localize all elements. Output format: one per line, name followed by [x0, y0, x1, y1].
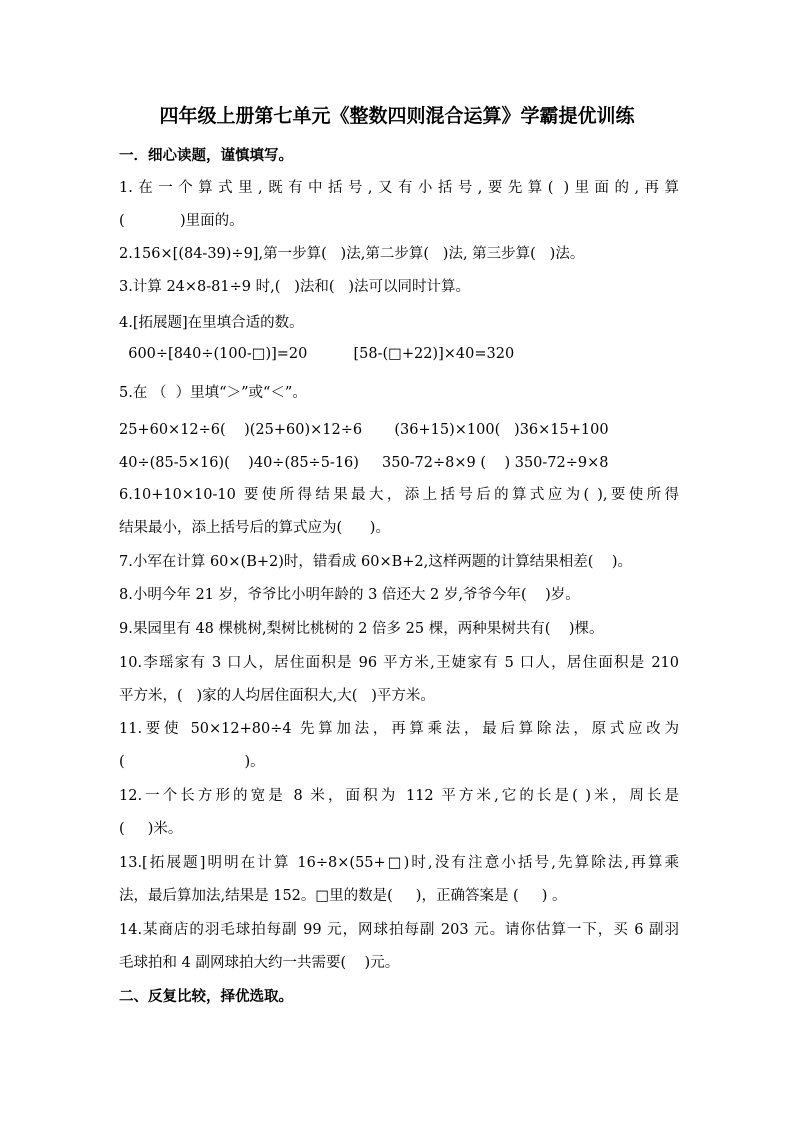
question-9: 9.果园里有 48 棵桃树,梨树比桃树的 2 倍多 25 棵，两种果树共有( )棵。 [119, 621, 604, 637]
question-3: 3.计算 24×8-81÷9 时,( )法和( )法可以同时计算。 [119, 279, 470, 295]
question-7: 7.小军在计算 60×(B+2)时，错看成 60×B+2,这样两题的计算结果相差( )。 [119, 554, 632, 570]
section-2-heading: 二、反复比较，择优选取。 [119, 989, 293, 1005]
question-1-line-2: ( )里面的。 [119, 213, 244, 229]
question-4-equations: 600÷[840÷(100-□)]=20 [58-(□+22)]×40=320 [119, 346, 515, 362]
question-5-compare-row-2: 40÷(85-5×16)( )40÷(85÷5-16) 350-72÷8×9 ( ) 350-72÷9×8 [119, 455, 609, 471]
question-11-line-1: 11.要使 50×12+80÷4 先算加法，再算乘法，最后算除法，原式应改为 [119, 721, 679, 737]
question-10-line-2: 平方米，( )家的人均居住面积大,大( )平方米。 [119, 688, 435, 704]
question-6-line-1: 6.10+10×10-10 要使所得结果最大，添上括号后的算式应为( ),要使所得 [119, 487, 679, 503]
question-1-line-1: 1.在一个算式里,既有中括号,又有小括号,要先算( )里面的,再算 [119, 180, 679, 196]
question-10-line-1: 10.李瑶家有 3 口人，居住面积是 96 平方米,王婕家有 5 口人，居住面积是 210 [119, 655, 679, 671]
page-title: 四年级上册第七单元《整数四则混合运算》学霸提优训练 [159, 105, 635, 127]
question-12-line-1: 12.一个长方形的宽是 8 米，面积为 112 平方米,它的长是( )米，周长是 [119, 788, 679, 804]
question-14-line-2: 毛球拍和 4 副网球拍大约一共需要( )元。 [119, 955, 400, 971]
question-2: 2.156×[(84-39)÷9],第一步算( )法,第二步算( )法, 第三步算( )法。 [119, 246, 585, 262]
question-11-line-2: ( )。 [119, 754, 265, 770]
question-6-line-2: 结果最小，添上括号后的算式应为( )。 [119, 520, 390, 536]
question-13-line-1: 13.[拓展题]明明在计算 16÷8×(55+□)时,没有注意小括号,先算除法,再算乘 [119, 855, 679, 871]
question-5-compare-row-1: 25+60×12÷6( )(25+60)×12÷6 (36+15)×100( )36×15+100 [119, 422, 609, 438]
question-13-line-2: 法，最后算加法,结果是 152。□里的数是( )，正确答案是 ( ) 。 [119, 888, 567, 904]
question-14-line-1: 14.某商店的羽毛球拍每副 99 元，网球拍每副 203 元。请你估算一下，买 6 副羽 [119, 922, 679, 938]
question-4: 4.[拓展题]在里填合适的数。 [119, 315, 304, 331]
question-5: 5.在 （ ）里填“＞”或“＜”。 [119, 385, 307, 401]
question-12-line-2: ( )米。 [119, 821, 183, 837]
question-8: 8.小明今年 21 岁，爷爷比小明年龄的 3 倍还大 2 岁,爷爷今年( )岁。 [119, 587, 580, 603]
section-1-heading: 一．细心读题，谨慎填写。 [119, 148, 293, 164]
